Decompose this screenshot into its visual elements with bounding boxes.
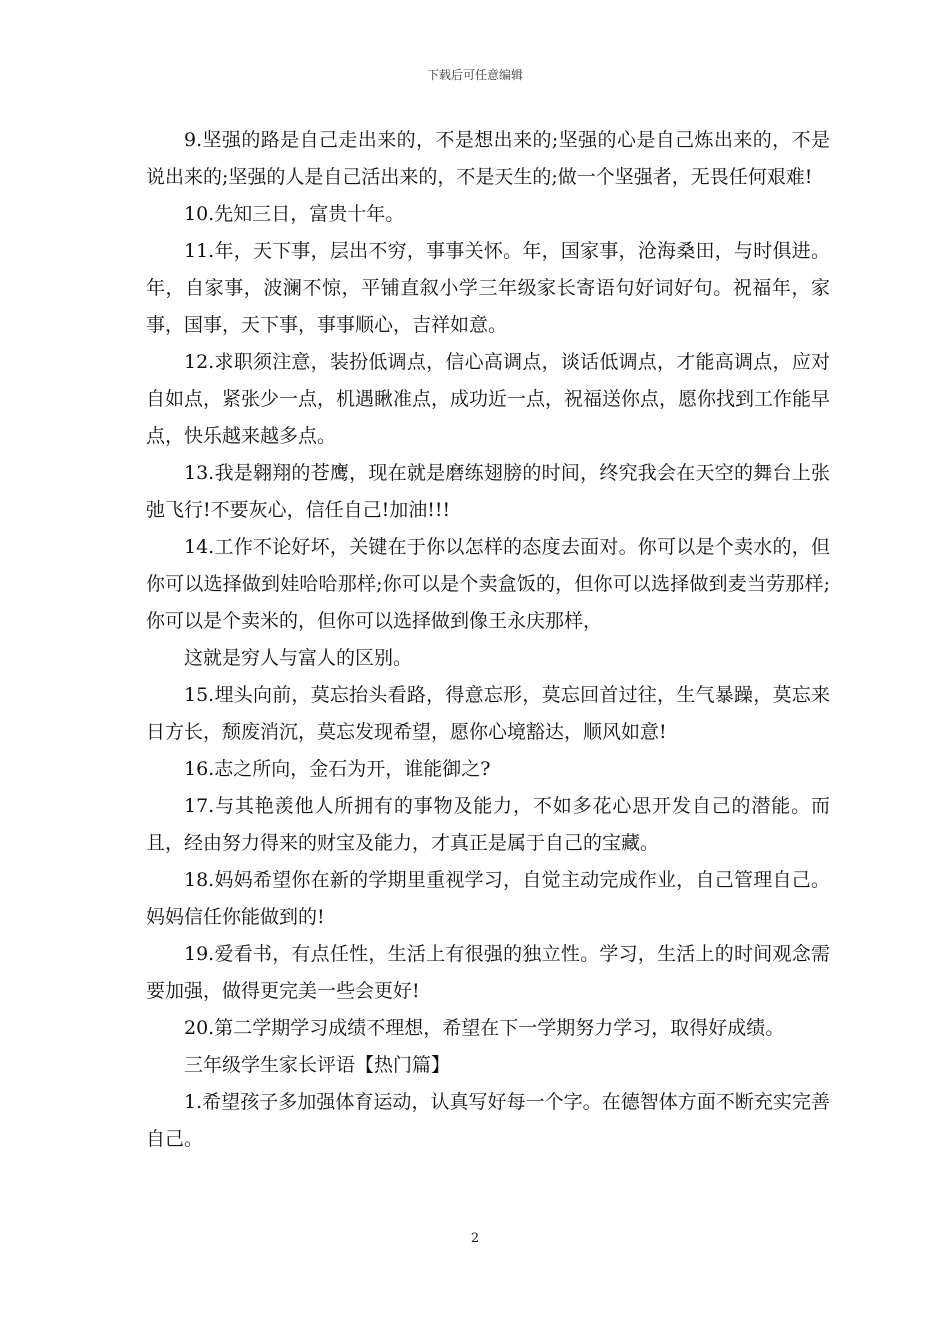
paragraph: 17.与其艳羡他人所拥有的事物及能力，不如多花心思开发自己的潜能。而且，经由努力得来的财宝及能力，才真正是属于自己的宝藏。 xyxy=(146,795,830,854)
paragraph: 11.年，天下事，层出不穷，事事关怀。年，国家事，沧海桑田，与时俱进。年，自家事，波澜不惊，平铺直叙小学三年级家长寄语句好词好句。祝福年，家事，国事，天下事，事事顺心，吉祥如意。 xyxy=(146,240,830,336)
page-number: 2 xyxy=(470,1231,480,1246)
paragraph: 16.志之所向，金石为开，谁能御之? xyxy=(184,758,491,780)
paragraph: 19.爱看书，有点任性，生活上有很强的独立性。学习，生活上的时间观念需要加强，做得更完美一些会更好! xyxy=(146,943,830,1002)
document-body xyxy=(146,122,830,1158)
paragraph: 13.我是翱翔的苍鹰，现在就是磨练翅膀的时间，终究我会在天空的舞台上张弛飞行!不要灰心，信任自己!加油!!! xyxy=(146,462,830,521)
paragraph: 20.第二学期学习成绩不理想，希望在下一学期努力学习，取得好成绩。 xyxy=(184,1017,785,1039)
paragraph: 14.工作不论好坏，关键在于你以怎样的态度去面对。你可以是个卖水的，但你可以选择做到娃哈哈那样;你可以是个卖盒饭的，但你可以选择做到麦当劳那样;你可以是个卖米的，但你可以选择做到像王永庆那样， xyxy=(146,536,830,632)
page-header: 下载后可任意编辑 xyxy=(426,68,523,82)
paragraph: 15.埋头向前，莫忘抬头看路，得意忘形，莫忘回首过往，生气暴躁，莫忘来日方长，颓废消沉，莫忘发现希望，愿你心境豁达，顺风如意! xyxy=(146,684,830,743)
paragraph: 18.妈妈希望你在新的学期里重视学习，自觉主动完成作业，自己管理自己。妈妈信任你能做到的! xyxy=(146,869,830,928)
paragraph: 10.先知三日，富贵十年。 xyxy=(184,203,405,225)
section-heading: 三年级学生家长评语【热门篇】 xyxy=(184,1054,451,1076)
paragraph: 12.求职须注意，装扮低调点，信心高调点，谈话低调点，才能高调点，应对自如点，紧张少一点，机遇瞅准点，成功近一点，祝福送你点，愿你找到工作能早点，快乐越来越多点。 xyxy=(146,351,831,447)
paragraph: 1.希望孩子多加强体育运动，认真写好每一个字。在德智体方面不断充实完善自己。 xyxy=(146,1091,830,1150)
paragraph: 这就是穷人与富人的区别。 xyxy=(184,647,413,669)
paragraph: 9.坚强的路是自己走出来的，不是想出来的;坚强的心是自己炼出来的，不是说出来的;坚强的人是自己活出来的，不是天生的;做一个坚强者，无畏任何艰难! xyxy=(146,129,830,188)
